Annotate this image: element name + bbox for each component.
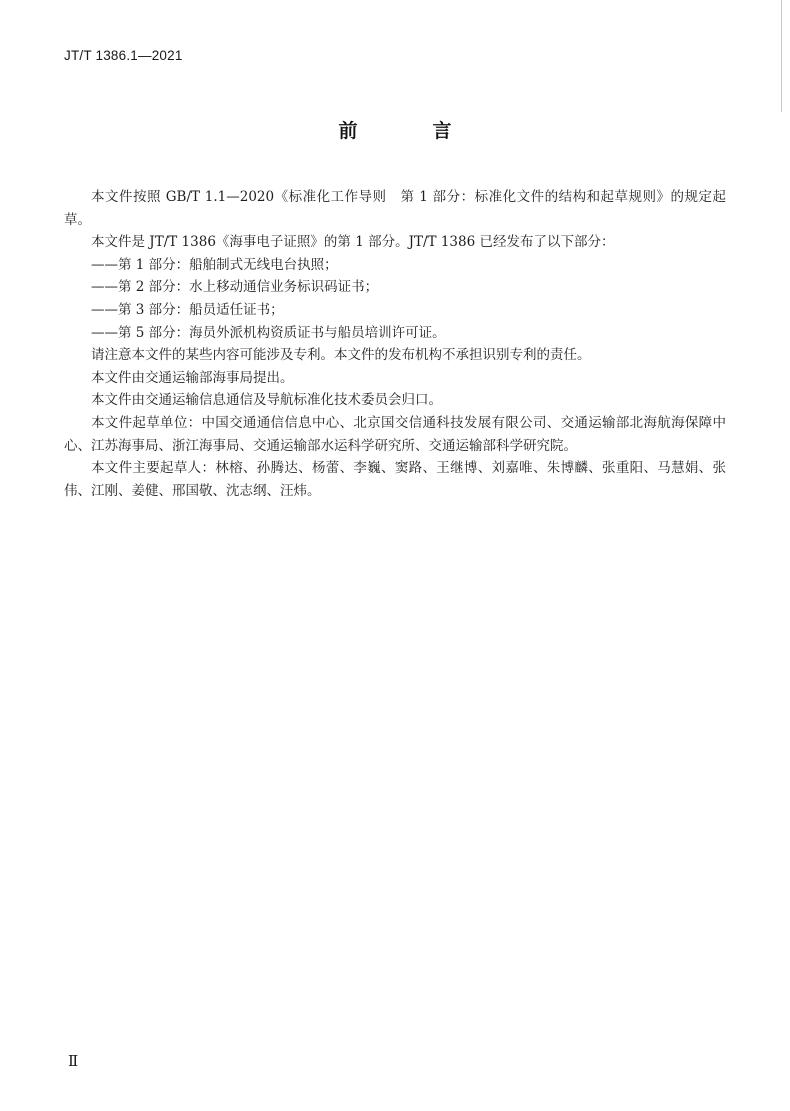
foreword-body xyxy=(64,186,726,502)
list-item-part-2: ——第 2 部分：水上移动通信业务标识码证书； xyxy=(91,279,379,296)
paragraph-parts-intro: 本文件是 JT/T 1386《海事电子证照》的第 1 部分。JT/T 1386 已经发布了以下部分： xyxy=(91,234,615,251)
page-edge-line xyxy=(781,0,782,112)
page-number: Ⅱ xyxy=(68,1052,79,1070)
list-item-part-5: ——第 5 部分：海员外派机构资质证书与船员培训许可证。 xyxy=(91,324,446,341)
list-item-part-1: ——第 1 部分：船舶制式无线电台执照； xyxy=(91,256,338,273)
document-code: JT/T 1386.1—2021 xyxy=(64,48,183,63)
paragraph-patent-notice: 请注意本文件的某些内容可能涉及专利。本文件的发布机构不承担识别专利的责任。 xyxy=(91,347,591,364)
paragraph-proposer: 本文件由交通运输部海事局提出。 xyxy=(91,369,294,386)
section-title: 前 言 xyxy=(338,120,480,142)
paragraph-drafters: 本文件主要起草人：林榕、孙腾达、杨蕾、李巍、窦路、王继博、刘嘉唯、朱博麟、张重阳、马慧娟、张伟、江刚、姜健、邢国敬、沈志纲、汪炜。 xyxy=(64,460,726,499)
paragraph-technical-committee: 本文件由交通运输信息通信及导航标准化技术委员会归口。 xyxy=(91,392,442,409)
paragraph-drafting-units: 本文件起草单位：中国交通通信信息中心、北京国交信通科技发展有限公司、交通运输部北海航海保障中心、江苏海事局、浙江海事局、交通运输部水运科学研究所、交通运输部科学研究院。 xyxy=(64,414,726,454)
paragraph-drafting-rules: 本文件按照 GB/T 1.1—2020《标准化工作导则 第 1 部分：标准化文件的结构和起草规则》的规定起草。 xyxy=(64,189,726,228)
list-item-part-3: ——第 3 部分：船员适任证书； xyxy=(91,301,284,318)
